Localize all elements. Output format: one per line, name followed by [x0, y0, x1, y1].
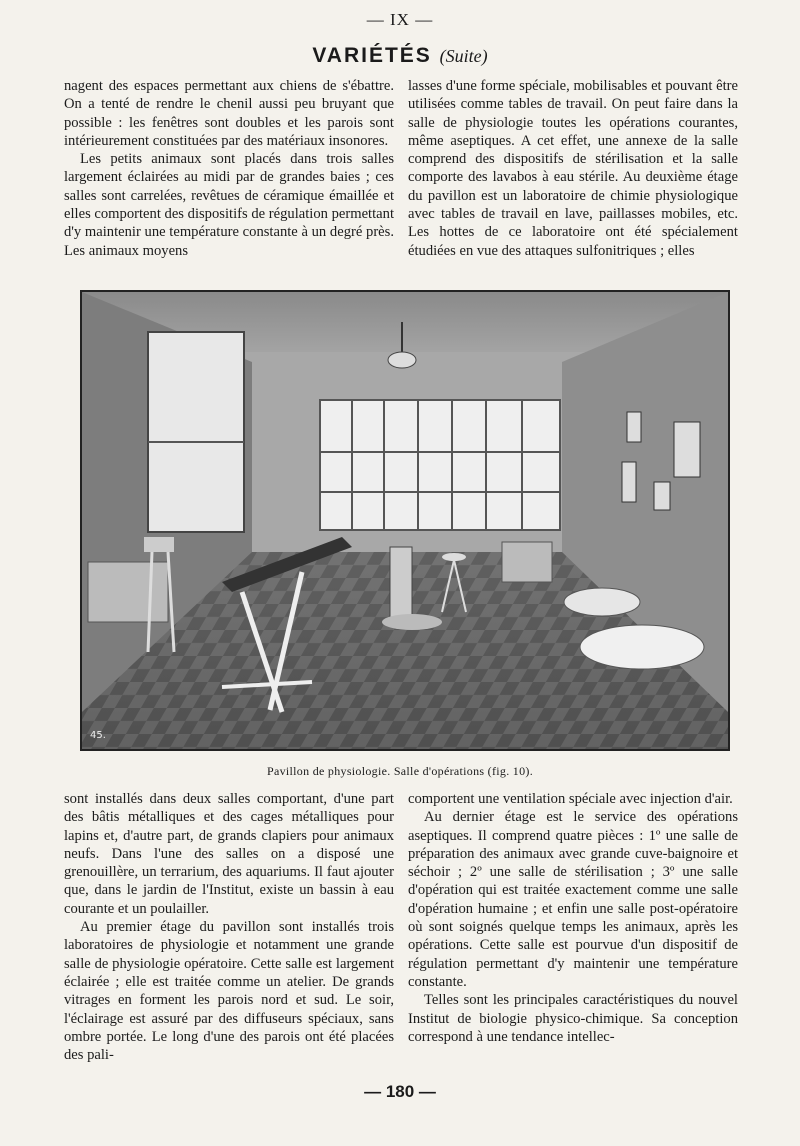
paragraph: Telles sont les principales caractéristiques du nouvel Institut de biologie physico-chimique. Sa conception correspond à une tendance intellec-	[408, 992, 738, 1045]
figure-caption: Pavillon de physiologie. Salle d'opérations (fig. 10).	[267, 764, 533, 778]
column-top-right	[408, 77, 738, 260]
column-top-left	[64, 77, 394, 260]
section-title-suffix: (Suite)	[439, 46, 488, 66]
top-page-number: — IX —	[366, 10, 434, 29]
section-title-text: VARIÉTÉS	[312, 44, 432, 67]
figure-photograph	[80, 290, 730, 751]
paragraph: Les petits animaux sont placés dans trois salles largement éclairées au midi par de grandes baies ; ces salles sont carrelées, revêtues de céramique émaillée et elles comportent des dispositifs de régulation permettant d'y maintenir une température constante à un degré près. Les animaux moyens	[64, 151, 394, 259]
paragraph: nagent des espaces permettant aux chiens de s'ébattre. On a tenté de rendre le chenil aussi peu bruyant que possible : les fenêtres sont doubles et les parois sont intérieurement constituées par des matériaux insonores.	[64, 78, 394, 149]
section-title	[0, 44, 800, 68]
column-bottom-left	[64, 790, 394, 1064]
paragraph: Au premier étage du pavillon sont installés trois laboratoires de physiologie et notamment une grande salle de physiologie opératoire. Cette salle est largement éclairée ; elle est traitée comme un atelier. De grands vitrages en forment les parois nord et sud. Le soir, l'éclairage est assuré par des diffuseurs spéciaux, sans ombre portée. Le long d'une des parois ont été placées des pali-	[64, 919, 394, 1064]
column-bottom-right	[408, 790, 738, 1046]
page-number: — 180 —	[364, 1082, 436, 1101]
paragraph: lasses d'une forme spéciale, mobilisables et pouvant être utilisées comme tables de travail. On peut faire dans la salle de physiologie toutes les opérations courantes, même aseptiques. A cet effet, une annexe de la salle comprend des dispositifs de stérilisation et la salle comporte des lavabos à eau stérile. Au deuxième étage du pavillon est un laboratoire de chimie physiologique avec tables de travail en lave, paillasses mobiles, etc. Les hottes de ce laboratoire ont été spécialement étudiées en vue des attaques sulfonitriques ; elles	[408, 78, 738, 259]
operating-room-photo	[82, 292, 728, 749]
paragraph: sont installés dans deux salles comportant, d'une part des bâtis métalliques et des cages métalliques pour lapins et, d'autre part, de grands clapiers pour animaux neufs. Dans l'une des salles on a disposé une grenouillère, un terrarium, des aquariums. Il faut ajouter que, dans le jardin de l'Institut, existe un bassin à eau courante et un poulailler.	[64, 791, 394, 917]
paragraph: Au dernier étage est le service des opérations aseptiques. Il comprend quatre pièces : 1º une salle de préparation des animaux avec grande cuve-baignoire et séchoir ; 2º une salle de stérilisation ; 3º une salle d'opération qui est traitée exactement comme une salle d'opération humaine ; et enfin une salle post-opératoire où sont soignés quelque temps les animaux, après les opérations. Cette salle est pourvue d'un dispositif de régulation permettant d'y maintenir une température constante.	[408, 809, 738, 990]
plate-number: 45.	[90, 730, 106, 741]
paragraph: comportent une ventilation spéciale avec injection d'air.	[408, 791, 733, 807]
